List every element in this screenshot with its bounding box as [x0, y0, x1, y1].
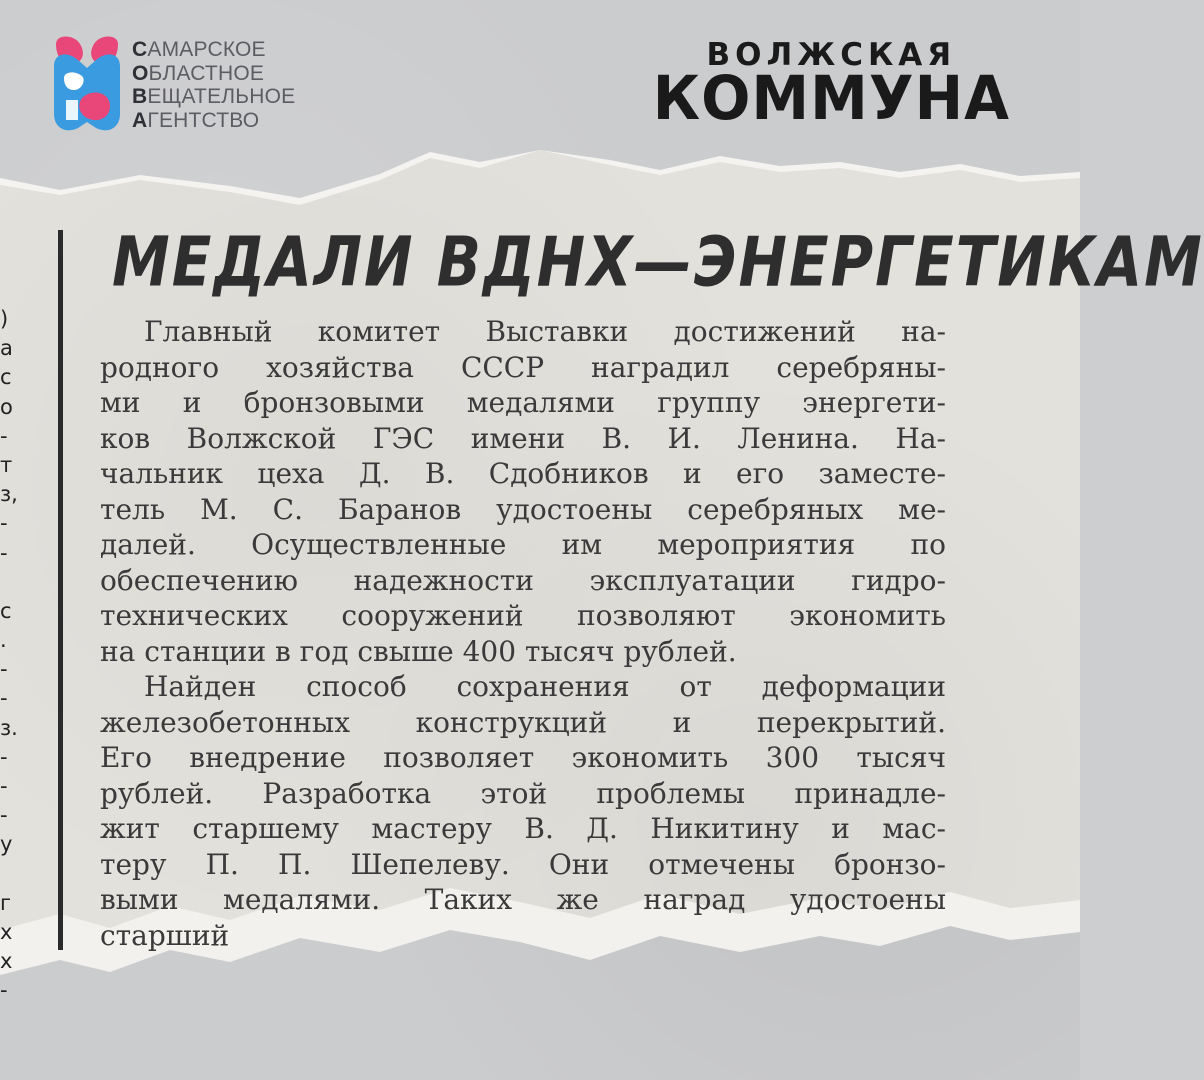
neighbor-fragment: - [0, 657, 8, 682]
column-rule [58, 230, 63, 950]
agency-line-2: ОБЛАСТНОЕ [132, 61, 265, 85]
neighbor-fragment [0, 860, 24, 889]
neighbor-fragment: - [0, 774, 8, 798]
neighbor-fragment: г [0, 890, 12, 915]
neighbor-fragment: х [0, 949, 13, 974]
neighbor-fragment: - [0, 686, 8, 711]
article-line: далей. Осуществленные им мероприятия по [100, 528, 946, 561]
article-line: рублей. Разработка этой проблемы принадле- [100, 776, 946, 810]
neighbor-fragment: т [0, 452, 13, 477]
neighbor-fragment: - [0, 423, 8, 448]
newspaper-brand [652, 37, 1010, 134]
sova-logo-icon [52, 36, 122, 134]
neighbor-fragment: с [0, 598, 12, 623]
article-line: родного хозяйства СССР наградил серебряны- [100, 350, 946, 384]
article-line: ми и бронзовыми медалями группу энергети- [100, 386, 946, 419]
agency-line-3: ВЕЩАТЕЛЬНОЕ [132, 85, 296, 108]
neighbor-fragment: . [0, 628, 7, 653]
neighbor-fragment: о [0, 394, 13, 419]
neighbor-fragment: у [0, 832, 13, 857]
neighbor-fragment: - [0, 511, 8, 536]
neighbor-fragment: з, [0, 482, 18, 507]
agency-line-1: САМАРСКОЕ [132, 38, 266, 61]
article-line: теру П. П. Шепелеву. Они отмечены бронзо- [100, 847, 946, 881]
neighbor-fragment: - [0, 540, 8, 565]
article-line: ков Волжской ГЭС имени В. И. Ленина. На- [100, 421, 946, 455]
agency-line-4: АГЕНТСТВО [132, 108, 260, 132]
neighbor-fragment: - [0, 803, 8, 828]
neighbor-fragment: х [0, 919, 13, 944]
article-line: технических сооружений позволяют экономить [100, 599, 946, 632]
article-line: Найден способ сохранения от деформации [144, 670, 946, 703]
article-line: чальник цеха Д. В. Сдобников и его заместе- [100, 457, 946, 490]
article-body [100, 314, 946, 953]
neighbor-fragment: з. [0, 715, 18, 740]
article-line: на станции в год свыше 400 тысяч рублей. [100, 634, 737, 668]
brand-top: ВОЛЖСКАЯ [706, 37, 957, 73]
neighbor-fragment: - [0, 744, 8, 769]
neighbor-fragment [0, 568, 24, 597]
neighbor-column-fragments [0, 305, 24, 1006]
neighbor-fragment: ) [0, 307, 9, 331]
article-line: Главный комитет Выставки достижений на- [144, 315, 946, 348]
article-line: железобетонных конструкций и перекрытий. [100, 705, 946, 739]
article-line: старший [100, 918, 230, 952]
article-line: Его внедрение позволяет экономить 300 тысяч [100, 741, 946, 774]
neighbor-fragment: - [0, 978, 8, 1003]
article-line: жит старшему мастеру В. Д. Никитину и мас- [100, 812, 946, 845]
article-line: тель М. С. Баранов удостоены серебряных ме- [100, 492, 946, 526]
brand-main: КОММУНА [652, 62, 1010, 134]
neighbor-fragment: а [0, 336, 13, 361]
article-line: выми медалями. Таких же наград удостоены [100, 883, 946, 916]
neighbor-fragment: с [0, 365, 12, 390]
article-headline: МЕДАЛИ ВДНХ—ЭНЕРГЕТИКАМ [112, 222, 1204, 303]
agency-name [132, 38, 295, 132]
article-line: обеспечению надежности эксплуатации гидро- [100, 563, 946, 597]
